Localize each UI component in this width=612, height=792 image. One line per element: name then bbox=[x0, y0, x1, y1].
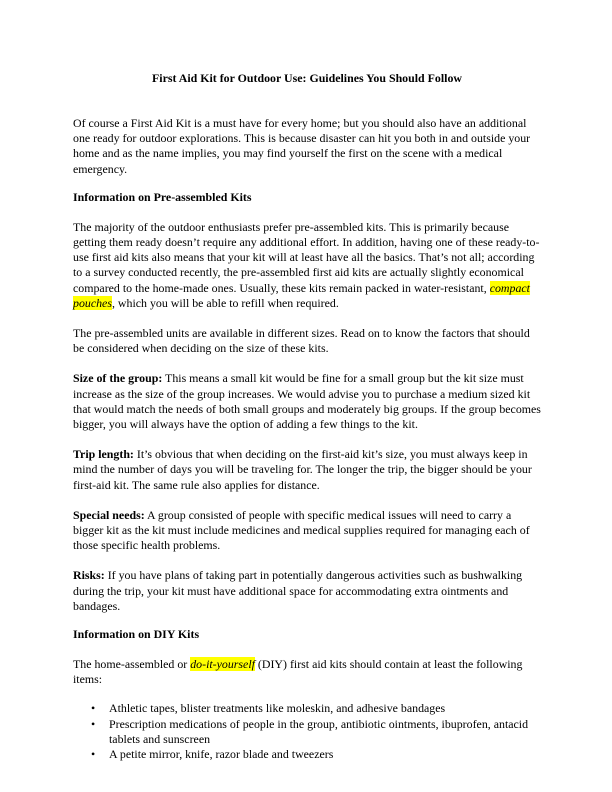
factor-special-needs bbox=[73, 508, 541, 554]
factor-label: Trip length: bbox=[73, 447, 134, 462]
list-item bbox=[73, 717, 541, 747]
factor-label: Special needs: bbox=[73, 507, 145, 522]
preassembled-paragraph bbox=[73, 220, 541, 311]
section-heading-diy: Information on DIY Kits bbox=[73, 627, 200, 642]
preassembled-text-end: , which you will be able to refill when required. bbox=[111, 295, 339, 310]
factor-label: Risks: bbox=[73, 568, 105, 583]
factor-text: This means a small kit would be fine for a small group but the kit size must increase as the size of the group increases. We would advise you to purchase a medium sized kit that would match the needs of both small groups and moderately big groups. If the group becomes bigger, you will always have the option of adding a few things to the kit. bbox=[73, 371, 541, 432]
list-item-text: Athletic tapes, blister treatments like moleskin, and adhesive bandages bbox=[109, 701, 446, 716]
sizes-paragraph: The pre-assembled units are available in different sizes. Read on to know the factors that should be considered when deciding on the size of these kits. bbox=[73, 326, 530, 356]
factor-text: It’s obvious that when deciding on the first-aid kit’s size, you must always keep in mind the number of days you will be traveling for. The longer the trip, the bigger should be your first-aid kit. The same rule also applies for distance. bbox=[73, 447, 532, 492]
diy-text-start: The home-assembled or bbox=[73, 657, 191, 672]
factor-label: Size of the group: bbox=[73, 371, 163, 386]
bullet-icon: • bbox=[91, 701, 96, 716]
document-title: First Aid Kit for Outdoor Use: Guidelines You Should Follow bbox=[152, 71, 462, 85]
section-heading-preassembled: Information on Pre-assembled Kits bbox=[73, 189, 252, 204]
do-it-yourself-link[interactable]: do-it-yourself bbox=[190, 657, 255, 672]
factor-group-size bbox=[73, 371, 541, 432]
preassembled-text-start: The majority of the outdoor enthusiasts prefer pre-assembled kits. This is primarily because getting them ready doesn’t require any additional effort. In addition, having one of these ready-to-use first aid kits also means that your kit will at least have all the basics. That’s not all; according to a survey conducted recently, the pre-assembled first aid kits are actually slightly economical compared to the home-made ones. Usually, these kits remain packed in water-resistant, bbox=[73, 219, 540, 295]
intro-paragraph: Of course a First Aid Kit is a must have for every home; but you should also have an additional one ready for outdoor explorations. This is because disaster can hit you both in and outside your home and as the name implies, you may find yourself the first on the scene with a medical emergency. bbox=[73, 116, 531, 176]
factor-risks bbox=[73, 568, 541, 614]
list-item-text: Prescription medications of people in the group, antibiotic ointments, ibuprofen, antacid tablets and sunscreen bbox=[109, 716, 529, 746]
list-item-text: A petite mirror, knife, razor blade and tweezers bbox=[109, 747, 334, 762]
compact-pouches-link[interactable]: compact pouches bbox=[73, 280, 530, 310]
list-item bbox=[73, 747, 541, 762]
bullet-icon: • bbox=[91, 747, 96, 762]
factor-trip-length bbox=[73, 447, 541, 493]
factor-text: A group consisted of people with specific medical issues will need to carry a bigger kit as the kit must include medicines and medical supplies required for managing each of those specific health problems. bbox=[73, 507, 530, 553]
document-content bbox=[73, 71, 541, 762]
bullet-icon: • bbox=[91, 716, 96, 731]
factor-text: If you have plans of taking part in potentially dangerous activities such as bushwalking during the trip, your kit must have additional space for accommodating extra ointments and bandages. bbox=[73, 568, 523, 613]
diy-text-end: (DIY) first aid kits should contain at least the following items: bbox=[73, 657, 523, 687]
diy-paragraph bbox=[73, 657, 541, 687]
list-item bbox=[73, 701, 541, 716]
diy-items-list bbox=[73, 701, 541, 762]
